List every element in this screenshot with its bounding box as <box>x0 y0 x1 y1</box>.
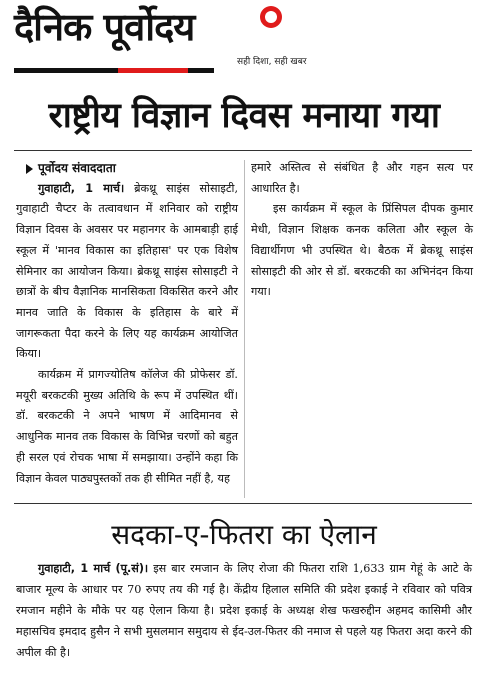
story1-byline <box>16 158 238 179</box>
masthead <box>14 4 314 76</box>
story2-body <box>16 558 472 663</box>
story2-headline: सदका-ए-फितरा का ऐलान <box>111 518 377 551</box>
story2-para <box>16 558 472 663</box>
story1-para2: कार्यक्रम में प्रागज्योतिष कॉलेज की प्रोफेसर डॉ. मयूरी बरकटकी मुख्य अतिथि के रूप में उपस्थित थीं। डॉ. बरकटकी ने अपने भाषण में आदिमानव से आधुनिक मानव तक विकास के विभिन्न चरणों को बहुत ही सरल एवं रोचक भाषा में समझाया। उन्होंने कहा कि विज्ञान केवल पाठ्यपुस्तकों तक ही सीमित नहीं है, यह <box>16 368 238 485</box>
masthead-accent-bar <box>118 68 188 73</box>
story1-dateline: गुवाहाटी, 1 मार्च। <box>38 181 125 195</box>
story-separator-rule <box>14 503 472 504</box>
column-divider <box>244 160 245 498</box>
headline-rule <box>14 150 472 151</box>
story2-dateline: गुवाहाटी, 1 मार्च (पू.सं)। <box>38 562 149 575</box>
story1-para1-text: ब्रेकथ्रू साइंस सोसाइटी, गुवाहाटी चैप्टर के तत्वावधान में शनिवार को राष्ट्रीय विज्ञान दिवस के अवसर पर महानगर के आमबाड़ी हाई स्कूल में 'मानव विकास का इतिहास' पर एक विशेष सेमिनार का आयोजन किया। ब्रेकथ्रू साइंस सोसाइटी ने छात्रों के बीच वैज्ञानिक मानसिकता विकसित करने और मानव जाति के विकास के इतिहास के बारे में जागरूकता पैदा करने के लिए यह कार्यक्रम आयोजित किया। <box>16 181 239 361</box>
byline-arrow-icon <box>26 164 33 174</box>
story1-column-left <box>16 158 238 489</box>
newspaper-name: दैनिक पूर्वोदय <box>14 5 195 49</box>
story1-para3: इस कार्यक्रम में स्कूल के प्रिंसिपल दीपक कुमार मेधी, विज्ञान शिक्षक कनक कलिता और स्कूल के विद्यार्थीगण भी उपस्थित थे। बैठक में ब्रेकथ्रू साइंस सोसाइटी की ओर से डॉ. बरकटकी का अभिनंदन किया गया। <box>251 202 473 299</box>
story1-headline: राष्ट्रीय विज्ञान दिवस मनाया गया <box>48 96 440 136</box>
story2-text: इस बार रमजान के लिए रोजा की फितरा राशि 1,633 ग्राम गेहूं के आटे के बाजार मूल्य के आधार पर 70 रुपए तय की गई है। केंद्रीय हिलाल समिति की प्रदेश इकाई ने रविवार को पवित्र रमजान महीने के मौके पर यह ऐलान किया है। प्रदेश इकाई के अध्यक्ष शेख फखरुद्दीन अहमद कासिमी और महासचिव इमदाद हुसैन ने सभी मुसलमान समुदाय से ईद-उल-फितर की नमाज से पहले यह फितरा अदा करने की अपील की है। <box>16 562 472 659</box>
story1-column-right <box>251 158 473 303</box>
logo-swoosh-icon <box>260 6 282 28</box>
newspaper-tagline: सही दिशा, सही खबर <box>237 57 307 67</box>
byline-text: पूर्वोदय संवाददाता <box>38 161 116 175</box>
story1-para2-continued: हमारे अस्तित्व से संबंधित है और गहन सत्य पर आधारित है। <box>251 161 473 195</box>
story1-para1 <box>16 179 238 365</box>
